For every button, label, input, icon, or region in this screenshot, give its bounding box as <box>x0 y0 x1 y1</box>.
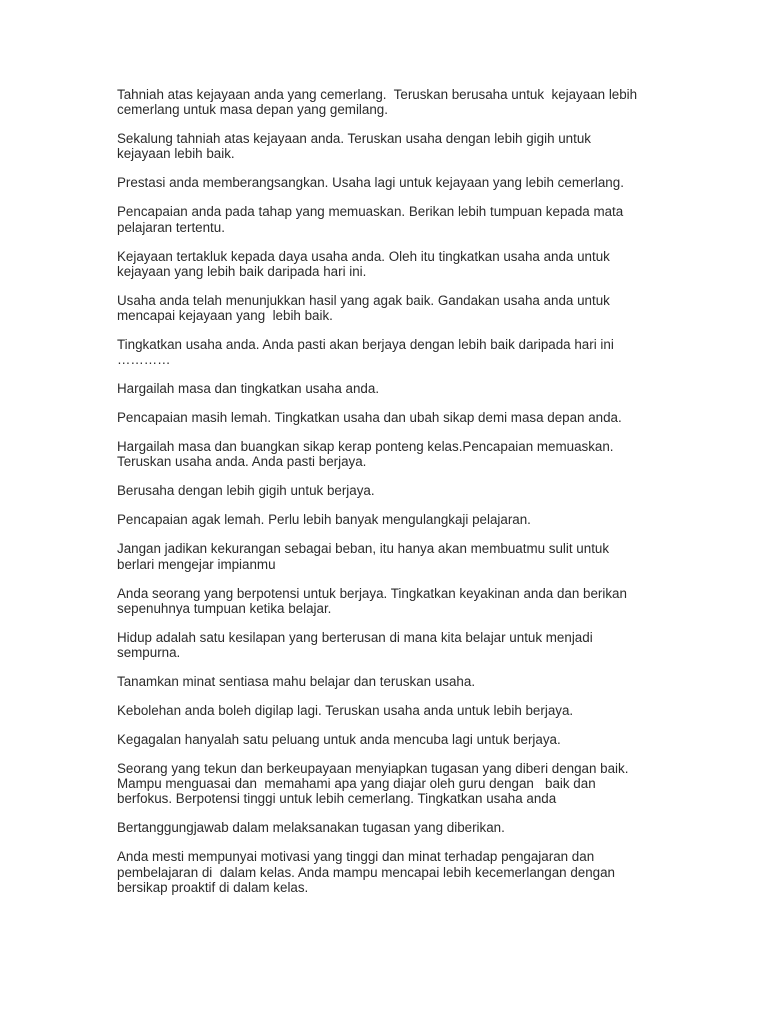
paragraph: Berusaha dengan lebih gigih untuk berjaya. <box>117 483 375 499</box>
paragraph: Bertanggungjawab dalam melaksanakan tugasan yang diberikan. <box>117 820 505 836</box>
paragraph: Sekalung tahniah atas kejayaan anda. Teruskan usaha dengan lebih gigih untuk kejayaan lebih baik. <box>117 131 591 162</box>
paragraph: Tingkatkan usaha anda. Anda pasti akan berjaya dengan lebih baik daripada hari ini ………… <box>117 337 614 368</box>
paragraph: Tahniah atas kejayaan anda yang cemerlang. Teruskan berusaha untuk kejayaan lebih cemerlang untuk masa depan yang gemilang. <box>117 87 638 118</box>
paragraph: Jangan jadikan kekurangan sebagai beban, itu hanya akan membuatmu sulit untuk berlari mengejar impianmu <box>117 541 610 572</box>
paragraph: Pencapaian agak lemah. Perlu lebih banyak mengulangkaji pelajaran. <box>117 512 531 528</box>
paragraph: Pencapaian anda pada tahap yang memuaskan. Berikan lebih tumpuan kepada mata pelajaran tertentu. <box>117 204 624 235</box>
paragraph: Anda seorang yang berpotensi untuk berjaya. Tingkatkan keyakinan anda dan berikan sepenuhnya tumpuan ketika belajar. <box>117 585 627 616</box>
paragraph: Kebolehan anda boleh digilap lagi. Teruskan usaha anda untuk lebih berjaya. <box>117 703 574 719</box>
paragraph: Tanamkan minat sentiasa mahu belajar dan teruskan usaha. <box>117 674 476 690</box>
paragraph: Usaha anda telah menunjukkan hasil yang agak baik. Gandakan usaha anda untuk mencapai kejayaan yang lebih baik. <box>117 292 610 324</box>
paragraph: Hargailah masa dan tingkatkan usaha anda. <box>117 381 380 397</box>
document-body <box>117 87 657 909</box>
paragraph: Kegagalan hanyalah satu peluang untuk anda mencuba lagi untuk berjaya. <box>117 732 561 748</box>
paragraph: Hidup adalah satu kesilapan yang berterusan di mana kita belajar untuk menjadi sempurna. <box>117 629 593 661</box>
paragraph: Prestasi anda memberangsangkan. Usaha lagi untuk kejayaan yang lebih cemerlang. <box>117 175 624 191</box>
paragraph: Pencapaian masih lemah. Tingkatkan usaha dan ubah sikap demi masa depan anda. <box>117 410 622 426</box>
paragraph: Seorang yang tekun dan berkeupayaan menyiapkan tugasan yang diberi dengan baik. Mampu menguasai dan memahami apa yang diajar oleh guru dengan baik dan berfokus. Berpotensi tinggi untuk lebih cemerlang. Tingkatkan usaha anda <box>117 761 629 807</box>
paragraph: Kejayaan tertakluk kepada daya usaha anda. Oleh itu tingkatkan usaha anda untuk kejayaan yang lebih baik daripada hari ini. <box>117 248 610 279</box>
paragraph: Hargailah masa dan buangkan sikap kerap ponteng kelas.Pencapaian memuaskan. Teruskan usaha anda. Anda pasti berjaya. <box>117 439 614 470</box>
paragraph: Anda mesti mempunyai motivasi yang tinggi dan minat terhadap pengajaran dan pembelajaran di dalam kelas. Anda mampu mencapai lebih kecemerlangan dengan bersikap proaktif di dalam kelas. <box>117 849 615 895</box>
